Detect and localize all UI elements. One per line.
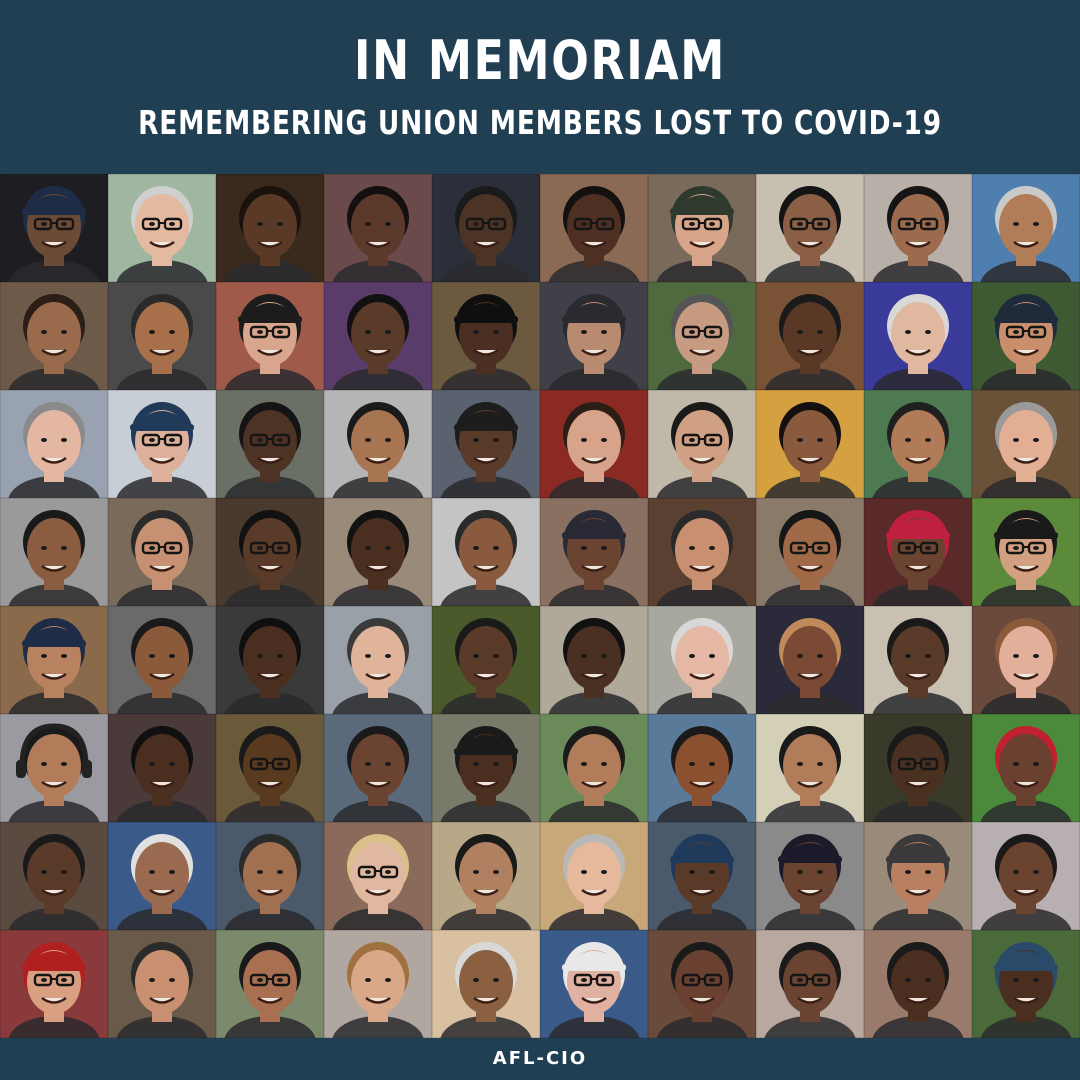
portrait-photo bbox=[972, 606, 1080, 714]
portrait-photo bbox=[108, 174, 216, 282]
portrait-image bbox=[648, 390, 756, 498]
portrait-image bbox=[324, 390, 432, 498]
portrait-image bbox=[0, 714, 108, 822]
portrait-image bbox=[324, 282, 432, 390]
portrait-photo bbox=[648, 606, 756, 714]
portrait-photo bbox=[432, 390, 540, 498]
portrait-image bbox=[864, 282, 972, 390]
portrait-image bbox=[972, 390, 1080, 498]
portrait-image bbox=[972, 498, 1080, 606]
portrait-photo bbox=[324, 498, 432, 606]
portrait-image bbox=[756, 822, 864, 930]
portrait-image bbox=[324, 498, 432, 606]
portrait-image bbox=[324, 822, 432, 930]
portrait-photo bbox=[864, 822, 972, 930]
portrait-photo bbox=[108, 282, 216, 390]
portrait-image bbox=[648, 282, 756, 390]
portrait-image bbox=[216, 930, 324, 1038]
portrait-photo bbox=[648, 498, 756, 606]
portrait-photo bbox=[864, 498, 972, 606]
portrait-photo bbox=[108, 714, 216, 822]
portrait-photo bbox=[324, 390, 432, 498]
portrait-image bbox=[432, 714, 540, 822]
portrait-image bbox=[540, 930, 648, 1038]
portrait-photo bbox=[972, 498, 1080, 606]
portrait-photo bbox=[0, 498, 108, 606]
portrait-image bbox=[324, 930, 432, 1038]
portrait-photo bbox=[0, 930, 108, 1038]
portrait-photo bbox=[540, 174, 648, 282]
portrait-photo bbox=[432, 498, 540, 606]
portrait-photo bbox=[324, 606, 432, 714]
portrait-photo bbox=[216, 174, 324, 282]
portrait-photo bbox=[864, 930, 972, 1038]
portrait-photo bbox=[216, 282, 324, 390]
portrait-image bbox=[432, 822, 540, 930]
portrait-photo bbox=[216, 822, 324, 930]
portrait-photo bbox=[648, 174, 756, 282]
portrait-image bbox=[432, 174, 540, 282]
portrait-image bbox=[216, 606, 324, 714]
portrait-image bbox=[648, 174, 756, 282]
portrait-photo bbox=[432, 714, 540, 822]
portrait-photo bbox=[324, 282, 432, 390]
portrait-photo bbox=[972, 822, 1080, 930]
portrait-image bbox=[864, 930, 972, 1038]
portrait-photo bbox=[432, 822, 540, 930]
portrait-photo bbox=[972, 282, 1080, 390]
portrait-image bbox=[0, 174, 108, 282]
portrait-image bbox=[972, 930, 1080, 1038]
portrait-photo bbox=[540, 498, 648, 606]
afl-cio-logo: AFL-CIO bbox=[492, 1048, 588, 1069]
portrait-image bbox=[756, 390, 864, 498]
portrait-image bbox=[540, 822, 648, 930]
portrait-image bbox=[0, 282, 108, 390]
portrait-photo bbox=[216, 498, 324, 606]
portrait-image bbox=[324, 714, 432, 822]
portrait-photo bbox=[864, 714, 972, 822]
portrait-photo bbox=[540, 606, 648, 714]
portrait-photo bbox=[216, 930, 324, 1038]
portrait-image bbox=[432, 498, 540, 606]
portrait-photo bbox=[540, 930, 648, 1038]
portrait-photo bbox=[324, 174, 432, 282]
portrait-image bbox=[756, 606, 864, 714]
portrait-image bbox=[216, 282, 324, 390]
portrait-photo bbox=[0, 174, 108, 282]
portrait-image bbox=[864, 498, 972, 606]
portrait-image bbox=[108, 174, 216, 282]
portrait-image bbox=[108, 930, 216, 1038]
portrait-photo bbox=[432, 930, 540, 1038]
portrait-photo bbox=[0, 606, 108, 714]
portrait-image bbox=[864, 714, 972, 822]
portrait-image bbox=[216, 714, 324, 822]
portrait-image bbox=[756, 930, 864, 1038]
portrait-image bbox=[972, 174, 1080, 282]
portrait-photo bbox=[540, 714, 648, 822]
portrait-image bbox=[756, 174, 864, 282]
portrait-photo bbox=[216, 606, 324, 714]
portrait-image bbox=[108, 390, 216, 498]
portrait-photo bbox=[0, 390, 108, 498]
portrait-photo bbox=[756, 174, 864, 282]
portrait-image bbox=[540, 714, 648, 822]
portrait-image bbox=[432, 282, 540, 390]
portrait-image bbox=[972, 714, 1080, 822]
portrait-photo bbox=[864, 282, 972, 390]
portrait-photo bbox=[0, 282, 108, 390]
portrait-photo bbox=[540, 390, 648, 498]
portrait-image bbox=[216, 390, 324, 498]
portrait-photo bbox=[972, 390, 1080, 498]
portrait-photo bbox=[540, 822, 648, 930]
portrait-image bbox=[432, 390, 540, 498]
page-subtitle: REMEMBERING UNION MEMBERS LOST TO COVID-19 bbox=[138, 103, 942, 142]
portrait-image bbox=[864, 390, 972, 498]
portrait-photo bbox=[108, 606, 216, 714]
portrait-photo bbox=[216, 390, 324, 498]
portrait-photo bbox=[0, 714, 108, 822]
portrait-photo bbox=[756, 714, 864, 822]
portrait-image bbox=[648, 930, 756, 1038]
portrait-photo bbox=[108, 390, 216, 498]
footer-bar bbox=[0, 1038, 1080, 1080]
portrait-photo bbox=[648, 930, 756, 1038]
portrait-photo bbox=[756, 390, 864, 498]
portrait-image bbox=[108, 498, 216, 606]
portrait-image bbox=[864, 174, 972, 282]
portrait-image bbox=[324, 606, 432, 714]
portrait-photo bbox=[864, 174, 972, 282]
portrait-image bbox=[216, 822, 324, 930]
portrait-image bbox=[216, 498, 324, 606]
portrait-image bbox=[108, 714, 216, 822]
portrait-photo bbox=[972, 714, 1080, 822]
portrait-photo bbox=[648, 282, 756, 390]
portrait-photo bbox=[756, 930, 864, 1038]
portrait-image bbox=[756, 714, 864, 822]
portrait-photo bbox=[756, 282, 864, 390]
portrait-photo bbox=[756, 606, 864, 714]
portrait-photo bbox=[756, 498, 864, 606]
portrait-photo bbox=[108, 822, 216, 930]
portrait-image bbox=[108, 282, 216, 390]
portrait-image bbox=[864, 606, 972, 714]
portrait-image bbox=[972, 606, 1080, 714]
portrait-image bbox=[648, 498, 756, 606]
portrait-image bbox=[324, 174, 432, 282]
portrait-image bbox=[0, 930, 108, 1038]
portrait-image bbox=[648, 822, 756, 930]
portrait-photo bbox=[432, 606, 540, 714]
portrait-photo bbox=[432, 174, 540, 282]
portrait-photo bbox=[648, 822, 756, 930]
portrait-image bbox=[756, 498, 864, 606]
portrait-image bbox=[0, 822, 108, 930]
portrait-photo bbox=[648, 714, 756, 822]
portrait-image bbox=[0, 390, 108, 498]
portrait-photo bbox=[648, 390, 756, 498]
portrait-photo bbox=[108, 498, 216, 606]
portrait-image bbox=[108, 606, 216, 714]
portrait-image bbox=[216, 174, 324, 282]
portrait-image bbox=[0, 606, 108, 714]
portrait-photo bbox=[432, 282, 540, 390]
photo-grid bbox=[0, 174, 1080, 1038]
portrait-photo bbox=[0, 822, 108, 930]
portrait-image bbox=[648, 714, 756, 822]
portrait-photo bbox=[216, 714, 324, 822]
portrait-photo bbox=[864, 390, 972, 498]
portrait-image bbox=[540, 174, 648, 282]
portrait-image bbox=[540, 498, 648, 606]
portrait-photo bbox=[972, 930, 1080, 1038]
portrait-image bbox=[756, 282, 864, 390]
portrait-photo bbox=[864, 606, 972, 714]
portrait-photo bbox=[324, 714, 432, 822]
portrait-photo bbox=[324, 822, 432, 930]
page-title: IN MEMORIAM bbox=[354, 29, 726, 92]
portrait-photo bbox=[972, 174, 1080, 282]
portrait-photo bbox=[324, 930, 432, 1038]
portrait-image bbox=[540, 390, 648, 498]
header-banner bbox=[0, 0, 1080, 174]
portrait-photo bbox=[540, 282, 648, 390]
portrait-image bbox=[540, 606, 648, 714]
portrait-image bbox=[972, 822, 1080, 930]
portrait-image bbox=[108, 822, 216, 930]
portrait-image bbox=[864, 822, 972, 930]
portrait-image bbox=[972, 282, 1080, 390]
portrait-photo bbox=[108, 930, 216, 1038]
portrait-image bbox=[432, 930, 540, 1038]
portrait-image bbox=[432, 606, 540, 714]
portrait-image bbox=[540, 282, 648, 390]
portrait-image bbox=[648, 606, 756, 714]
portrait-image bbox=[0, 498, 108, 606]
portrait-photo bbox=[756, 822, 864, 930]
